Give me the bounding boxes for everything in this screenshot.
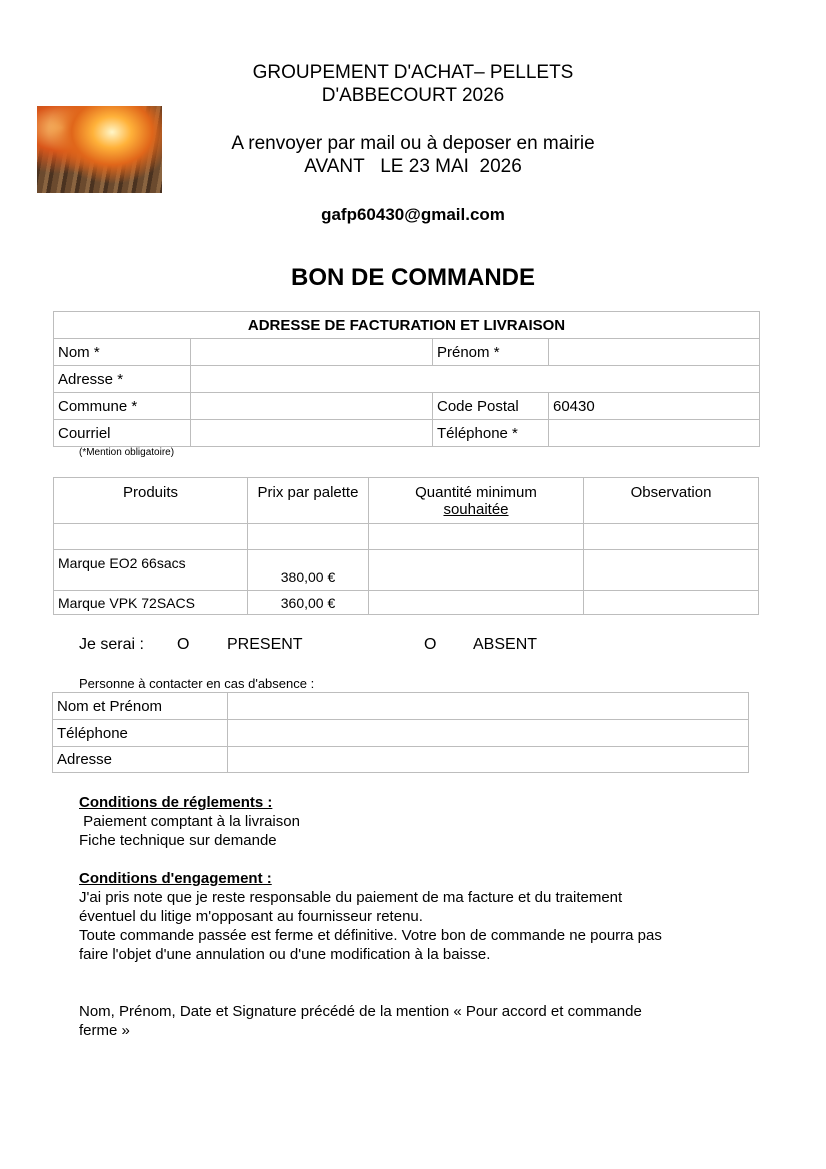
instruction-line-1: A renvoyer par mail ou à deposer en mairie [231,133,595,154]
absent-option-label: ABSENT [473,636,538,653]
instruction-line-2: AVANT LE 23 MAI 2026 [304,156,522,177]
commune-label: Commune * [54,393,191,420]
prenom-field[interactable] [549,339,760,366]
contact-nom-label: Nom et Prénom [53,693,228,720]
engagement-line-1: J'ai pris note que je reste responsable du paiement de ma facture et du traitement [79,889,623,906]
adresse-label: Adresse * [54,366,191,393]
engagement-line-2: éventuel du litige m'opposant au fournisseur retenu. [79,908,423,925]
product-name: Marque EO2 66sacs [54,550,248,591]
quantity-field[interactable] [369,591,584,615]
contact-telephone-field[interactable] [228,720,749,747]
contact-adresse-field[interactable] [228,747,749,773]
contact-table [52,692,749,773]
title-line-1: GROUPEMENT D'ACHAT– PELLETS [252,62,574,83]
signature-line-1: Nom, Prénom, Date et Signature précédé de la mention « Pour accord et commande [79,1003,642,1020]
contact-adresse-label: Adresse [53,747,228,773]
telephone-field[interactable] [549,420,760,447]
contact-nom-field[interactable] [228,693,749,720]
conditions-block [79,793,759,1040]
presence-label: Je serai : [79,636,144,653]
engagement-title: Conditions d'engagement : [79,870,272,887]
code-postal-field[interactable]: 60430 [549,393,760,420]
engagement-line-3: Toute commande passée est ferme et définitive. Votre bon de commande ne pourra pas [79,927,662,944]
title-line-2: D'ABBECOURT 2026 [321,85,505,106]
empty-cell[interactable] [248,524,369,550]
address-table [53,311,760,447]
contact-email: gafp60430@gmail.com [321,205,505,224]
product-price: 380,00 € [248,550,369,591]
address-table-heading: ADRESSE DE FACTURATION ET LIVRAISON [54,312,760,339]
col-observation-header: Observation [584,478,759,524]
present-option-label: PRESENT [227,636,303,653]
product-name: Marque VPK 72SACS [54,591,248,615]
nom-label: Nom * [54,339,191,366]
reglements-line-1: Paiement comptant à la livraison [79,813,300,830]
quantity-field[interactable] [369,550,584,591]
code-postal-label: Code Postal [433,393,549,420]
signature-line-2: ferme » [79,1022,130,1039]
products-table [53,477,759,615]
table-row [54,591,759,615]
present-option-circle[interactable]: O [177,636,190,653]
form-title: BON DE COMMANDE [291,264,535,291]
observation-field[interactable] [584,591,759,615]
absent-option-circle[interactable]: O [424,636,437,653]
contact-intro: Personne à contacter en cas d'absence : [79,676,315,691]
empty-cell[interactable] [54,524,248,550]
table-row [54,550,759,591]
nom-field[interactable] [191,339,433,366]
col-quantite-header [369,478,584,524]
reglements-line-2: Fiche technique sur demande [79,832,277,849]
col-quantite-line2: souhaitée [443,501,509,518]
empty-cell[interactable] [584,524,759,550]
engagement-line-4: faire l'objet d'une annulation ou d'une modification à la baisse. [79,946,491,963]
col-prix-header: Prix par palette [248,478,369,524]
courriel-label: Courriel [54,420,191,447]
contact-telephone-label: Téléphone [53,720,228,747]
col-produits-header: Produits [54,478,248,524]
observation-field[interactable] [584,550,759,591]
product-price: 360,00 € [248,591,369,615]
telephone-label: Téléphone * [433,420,549,447]
adresse-field[interactable] [191,366,760,393]
commune-field[interactable] [191,393,433,420]
prenom-label: Prénom * [433,339,549,366]
courriel-field[interactable] [191,420,433,447]
col-quantite-line1: Quantité minimum [415,484,537,501]
empty-cell[interactable] [369,524,584,550]
mention-obligatoire: (*Mention obligatoire) [79,447,175,458]
reglements-title: Conditions de réglements : [79,794,273,811]
